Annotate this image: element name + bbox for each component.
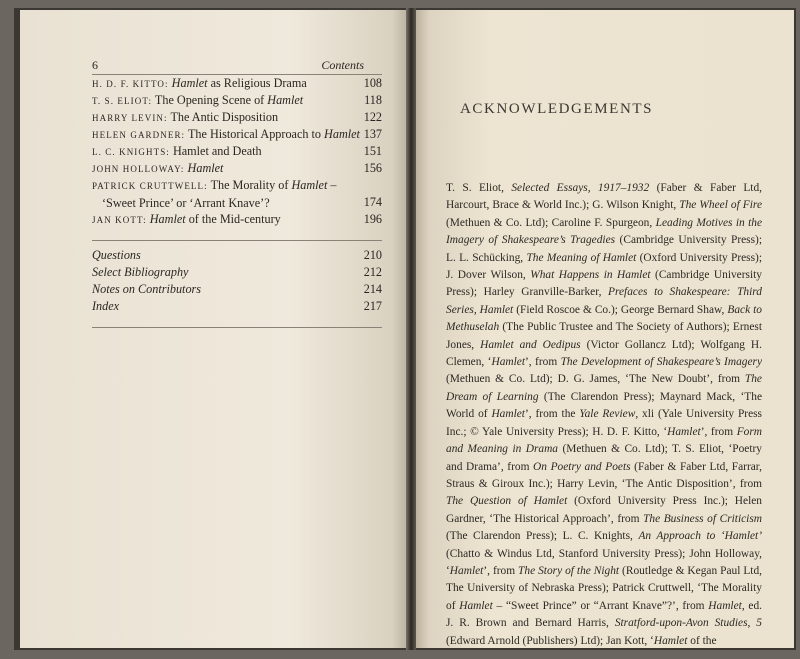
ack-italic-title: The Development of Shakespeare’s Imagery (560, 356, 763, 369)
toc-page-number: 151 (363, 144, 382, 158)
ack-text-segment: ’, from the (524, 408, 580, 421)
ack-text-segment: , xli (Yale University Press Inc.; © Yale University Press); H. D. F. Kitto, ‘ (446, 408, 762, 438)
ack-italic-title: Leading Motives in the Imagery of Shakespeare’s Tragedies (446, 216, 762, 247)
ack-italic-title: On Poetry and Poets (533, 460, 631, 473)
ack-italic-title: The Dream of Learning (446, 373, 762, 403)
toc-entry-title (92, 92, 356, 110)
book-gutter (406, 8, 416, 650)
ack-italic-title: Prefaces to Shakespeare: Third Series, Hamlet (446, 286, 762, 316)
toc-author: PATRICK CRUTTWELL: (92, 181, 208, 191)
toc-title-part: The Opening Scene of (154, 93, 268, 107)
toc-entry-title (92, 109, 356, 127)
ack-text-segment: of the (687, 634, 717, 647)
toc-entry (92, 143, 382, 160)
ack-italic-title: What Happens in Hamlet (530, 269, 651, 282)
toc-back-matter-entry (92, 264, 382, 281)
toc-page-number: 108 (363, 76, 382, 90)
toc-entry-title (92, 211, 356, 229)
ack-italic-title: The Story of the Night (518, 564, 620, 577)
ack-italic-title: Hamlet (708, 599, 742, 612)
toc-title-part: Hamlet (149, 212, 186, 226)
toc-entry-title (92, 160, 356, 178)
toc-author: HARRY LEVIN: (92, 113, 168, 123)
toc-author: HELEN GARDNER: (92, 130, 186, 140)
ack-text-segment: ’, from (525, 356, 561, 369)
toc-title-part: Hamlet and Death (172, 144, 262, 158)
acknowledgements-title: ACKNOWLEDGEMENTS (460, 101, 654, 117)
toc-title-part: of the Mid-century (185, 212, 281, 226)
toc-entry (92, 92, 382, 109)
ack-text-segment: (The Clarendon Press); Maynard Mack, ‘The World of (446, 390, 762, 421)
toc-page-number: 118 (364, 93, 382, 107)
toc-title-part: The Morality of (210, 178, 292, 192)
ack-text-segment: – “Sweet Prince” or “Arrant Knave”?’, from (492, 599, 709, 612)
ack-text-segment: (Methuen & Co. Ltd); Caroline F. Spurgeon, (446, 216, 656, 229)
page-number: 6 (92, 58, 98, 72)
toc-entry (92, 109, 382, 126)
ack-italic-title: Back to Methuselah (446, 303, 762, 334)
toc-author: T. S. ELIOT: (92, 96, 153, 106)
ack-text-segment: (Routledge & Kegan Paul Ltd, The University of Nebraska Press); Patrick Cruttwell, ‘The Morality of (446, 564, 762, 612)
toc-entry (92, 160, 382, 177)
toc-entry (92, 177, 382, 211)
toc-page-number: 196 (363, 212, 382, 226)
ack-text-segment: (Oxford University Press Inc.); Helen Gardner, ‘The Historical Approach’, from (446, 495, 762, 525)
ack-italic-title: Hamlet and Oedipus (480, 338, 581, 351)
toc-title-part: Hamlet (267, 93, 304, 107)
ack-italic-title: Hamlet (491, 356, 526, 369)
ack-text-segment: (Chatto & Windus Ltd, Stanford University Press); John Holloway, ‘ (446, 547, 762, 577)
toc-page-number: 122 (363, 110, 382, 124)
toc-author: JOHN HOLLOWAY: (92, 164, 185, 174)
ack-italic-title: Hamlet (667, 425, 701, 438)
toc-page-number: 210 (363, 248, 382, 262)
toc-back-matter-entry (92, 281, 382, 298)
ack-italic-title: Stratford-upon-Avon Studies, 5 (614, 617, 762, 630)
ack-italic-title: Selected Essays, 1917–1932 (511, 182, 650, 194)
toc-author: JAN KOTT: (92, 215, 147, 225)
ack-italic-title: Hamlet (459, 599, 493, 612)
toc-entry (92, 126, 382, 143)
toc-entry-title (92, 177, 356, 212)
ack-italic-title: Hamlet (653, 634, 688, 647)
toc-entry-title (92, 143, 356, 161)
toc-title-part: – (327, 178, 337, 192)
toc-back-matter-label: Notes on Contributors (92, 282, 202, 296)
ack-italic-title: The Business of Criticism (643, 512, 762, 525)
ack-italic-title: Hamlet (491, 408, 525, 421)
toc-title-part: as Religious Drama (207, 76, 307, 90)
ack-italic-title: The Question of Hamlet (446, 495, 568, 508)
left-page-header (92, 58, 372, 74)
acknowledgements-text (446, 180, 762, 650)
ack-text-segment: , ed. J. R. Brown and Bernard Harris, (446, 599, 763, 630)
ack-text-segment: T. S. Eliot, (446, 182, 512, 194)
toc-back-matter-entry (92, 298, 382, 315)
ack-text-segment: (Faber & Faber Ltd, Farrar, Straus & Giroux Inc.); Harry Levin, ‘The Antic Disposition’, from (446, 460, 762, 490)
toc-author: L. C. KNIGHTS: (92, 147, 170, 157)
toc-title-part: Hamlet (324, 127, 360, 141)
toc-divider (92, 315, 382, 328)
ack-text-segment: (Methuen & Co. Ltd); T. S. Eliot, ‘Poetry and Drama’, from (446, 443, 762, 473)
toc-title-part: The Historical Approach to (187, 127, 325, 141)
toc-title-part: Hamlet (291, 178, 328, 192)
toc-page-number: 174 (363, 195, 382, 209)
ack-text-segment: (Edward Arnold (Publishers) Ltd); Jan Kott, ‘ (446, 634, 654, 647)
ack-text-segment: (Methuen & Co. Ltd); D. G. James, ‘The New Doubt’, from (446, 373, 745, 386)
toc-page-number: 137 (363, 127, 382, 141)
toc-entry-title (92, 75, 356, 93)
toc-title-part: Hamlet (171, 76, 208, 90)
ack-italic-title: The Wheel of Fire (679, 199, 762, 212)
ack-text-segment: (Victor Gollancz Ltd); Wolfgang H. Clemen, ‘ (446, 338, 762, 369)
ack-text-segment: (The Public Trustee and The Society of Authors); Ernest Jones, (446, 321, 762, 351)
toc-back-matter-label: Index (92, 299, 120, 313)
ack-italic-title: The Meaning of Hamlet (526, 251, 637, 264)
toc-divider (92, 228, 382, 241)
toc-page-number: 217 (363, 299, 382, 313)
toc-title-part: Hamlet (187, 161, 224, 175)
toc-entry (92, 75, 382, 92)
toc-title-line2: ‘Sweet Prince’ or ‘Arrant Knave’? (102, 196, 270, 210)
table-of-contents (92, 74, 382, 328)
ack-text-segment: (Cambridge University Press); L. L. Schücking, (446, 234, 762, 264)
ack-text-segment: (Field Roscoe & Co.); George Bernard Shaw, (513, 303, 728, 316)
ack-text-segment: (The Clarendon Press); L. C. Knights, (446, 530, 639, 543)
toc-entry-title (92, 126, 360, 144)
ack-italic-title: Yale Review (579, 408, 636, 421)
toc-back-matter-label: Select Bibliography (92, 265, 189, 279)
ack-text-segment: ’, from (483, 564, 519, 577)
ack-italic-title: An Approach to ‘Hamlet’ (638, 530, 763, 543)
toc-back-matter-entry (92, 247, 382, 264)
toc-back-matter-label: Questions (92, 248, 141, 262)
running-head: Contents (321, 58, 364, 72)
toc-author: H. D. F. KITTO: (92, 79, 169, 89)
toc-page-number: 212 (363, 265, 382, 279)
toc-page-number: 214 (363, 282, 382, 296)
ack-italic-title: Form and Meaning in Drama (446, 425, 762, 456)
ack-text-segment: ’, from (700, 425, 737, 438)
toc-entry (92, 211, 382, 228)
ack-text-segment: (Cambridge University Press); Harley Granville-Barker, (446, 269, 762, 299)
toc-title-part: The Antic Disposition (170, 110, 279, 124)
ack-italic-title: Hamlet (449, 564, 484, 577)
ack-text-segment: (Faber & Faber Ltd, Harcourt, Brace & World Inc.); G. Wilson Knight, (446, 182, 762, 212)
toc-page-number: 156 (363, 161, 382, 175)
ack-text-segment: (Oxford University Press); J. Dover Wilson, (446, 251, 763, 282)
